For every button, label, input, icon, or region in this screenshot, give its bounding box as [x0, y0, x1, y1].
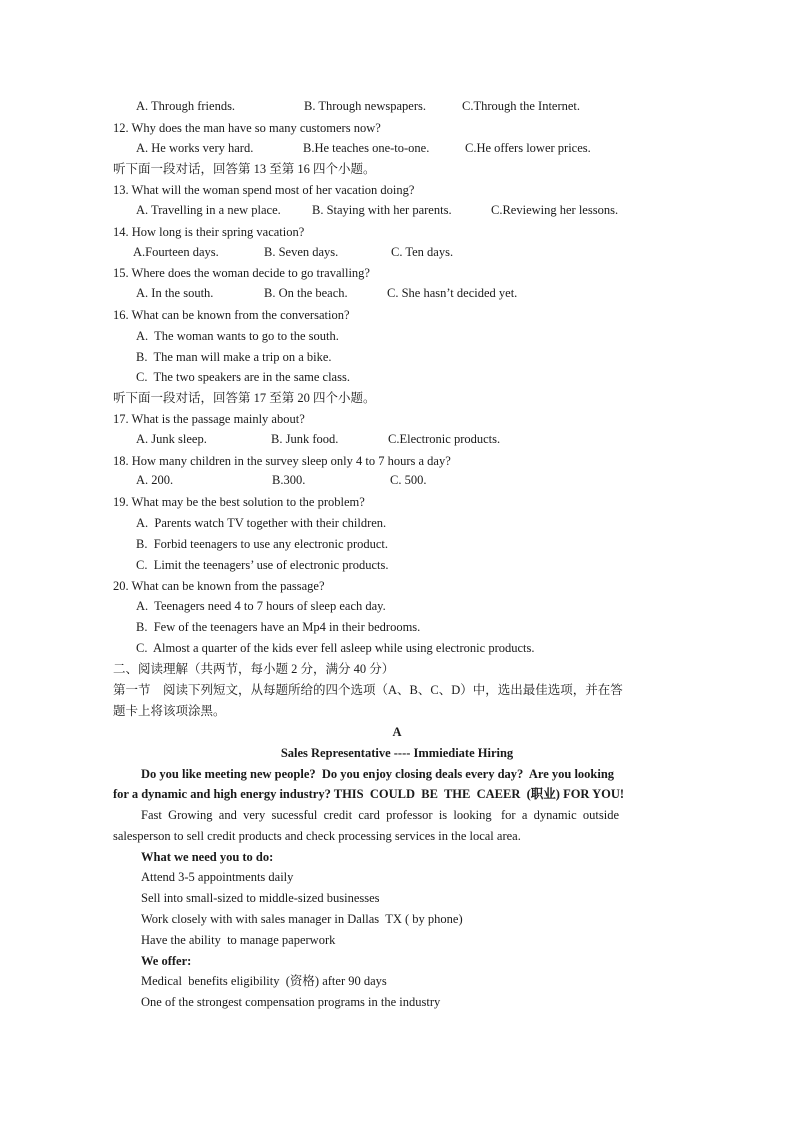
option: B. Junk food.: [271, 432, 339, 446]
section-instruction: 听下面一段对话，回答第 17 至第 20 四个小题。: [113, 391, 376, 405]
part-title: 二、阅读理解（共两节，每小题 2 分，满分 40 分）: [113, 662, 395, 676]
question-13: 13. What will the woman spend most of her vacation doing?: [113, 183, 415, 197]
part-instruction: 第一节 阅读下列短文，从每题所给的四个选项（A、B、C、D）中，选出最佳选项，并在答: [113, 683, 623, 697]
option: C. Almost a quarter of the kids ever fell asleep while using electronic products.: [136, 641, 535, 655]
question-17: 17. What is the passage mainly about?: [113, 412, 305, 426]
passage-body: Fast Growing and very sucessful credit card professor is looking for a dynamic outside: [141, 808, 620, 822]
option: A. The woman wants to go to the south.: [136, 329, 339, 343]
option: A. In the south.: [136, 286, 214, 300]
option: C. The two speakers are in the same class.: [136, 370, 350, 384]
option: B. Staying with her parents.: [312, 203, 452, 217]
list-item: Attend 3-5 appointments daily: [141, 870, 294, 884]
option: C.Electronic products.: [388, 432, 501, 446]
option: A. Travelling in a new place.: [136, 203, 281, 217]
offers-heading: We offer:: [141, 954, 192, 968]
option: B. Forbid teenagers to use any electronic product.: [136, 537, 389, 551]
list-item: Sell into small-sized to middle-sized businesses: [141, 891, 380, 905]
needs-heading: What we need you to do:: [141, 850, 274, 864]
option: C.Reviewing her lessons.: [491, 203, 619, 217]
option: C.Through the Internet.: [462, 99, 581, 113]
option: C. 500.: [390, 473, 427, 487]
passage-intro-cont: for a dynamic and high energy industry? THIS COULD BE THE CAEER (职业) FOR YOU!: [113, 787, 625, 801]
option: A. He works very hard.: [136, 141, 254, 155]
list-item: Have the ability to manage paperwork: [141, 933, 336, 947]
question-15: 15. Where does the woman decide to go travalling?: [113, 266, 370, 280]
part-instruction-cont: 题卡上将该项涂黑。: [113, 704, 226, 718]
question-19: 19. What may be the best solution to the problem?: [113, 495, 365, 509]
option: B. The man will make a trip on a bike.: [136, 350, 332, 364]
option: B. On the beach.: [264, 286, 348, 300]
passage-title: Sales Representative ---- Immiediate Hiring: [280, 746, 514, 760]
list-item: Work closely with with sales manager in Dallas TX ( by phone): [141, 912, 463, 926]
option: A.Fourteen days.: [133, 245, 219, 259]
list-item: One of the strongest compensation programs in the industry: [141, 995, 441, 1009]
question-14: 14. How long is their spring vacation?: [113, 225, 305, 239]
option: C. Ten days.: [391, 245, 454, 259]
question-20: 20. What can be known from the passage?: [113, 579, 325, 593]
question-12: 12. Why does the man have so many customers now?: [113, 121, 381, 135]
option: A. Parents watch TV together with their children.: [136, 516, 387, 530]
list-item: Medical benefits eligibility (资格) after 90 days: [141, 974, 387, 988]
option: C. She hasn’t decided yet.: [387, 286, 518, 300]
option: B. Seven days.: [264, 245, 339, 259]
option: B. Few of the teenagers have an Mp4 in their bedrooms.: [136, 620, 421, 634]
option: A. Through friends.: [136, 99, 236, 113]
passage-body-cont: salesperson to sell credit products and check processing services in the local area.: [113, 829, 521, 843]
passage-letter: A: [392, 725, 402, 739]
question-16: 16. What can be known from the conversation?: [113, 308, 350, 322]
option: B.He teaches one-to-one.: [303, 141, 430, 155]
option: A. 200.: [136, 473, 174, 487]
option: B. Through newspapers.: [304, 99, 426, 113]
passage-intro: Do you like meeting new people? Do you enjoy closing deals every day? Are you looking: [141, 767, 615, 781]
option: B.300.: [272, 473, 306, 487]
question-18: 18. How many children in the survey sleep only 4 to 7 hours a day?: [113, 454, 451, 468]
option: C. Limit the teenagers’ use of electronic products.: [136, 558, 389, 572]
option: A. Junk sleep.: [136, 432, 207, 446]
option: A. Teenagers need 4 to 7 hours of sleep each day.: [136, 599, 386, 613]
option: C.He offers lower prices.: [465, 141, 591, 155]
section-instruction: 听下面一段对话，回答第 13 至第 16 四个小题。: [113, 162, 376, 176]
